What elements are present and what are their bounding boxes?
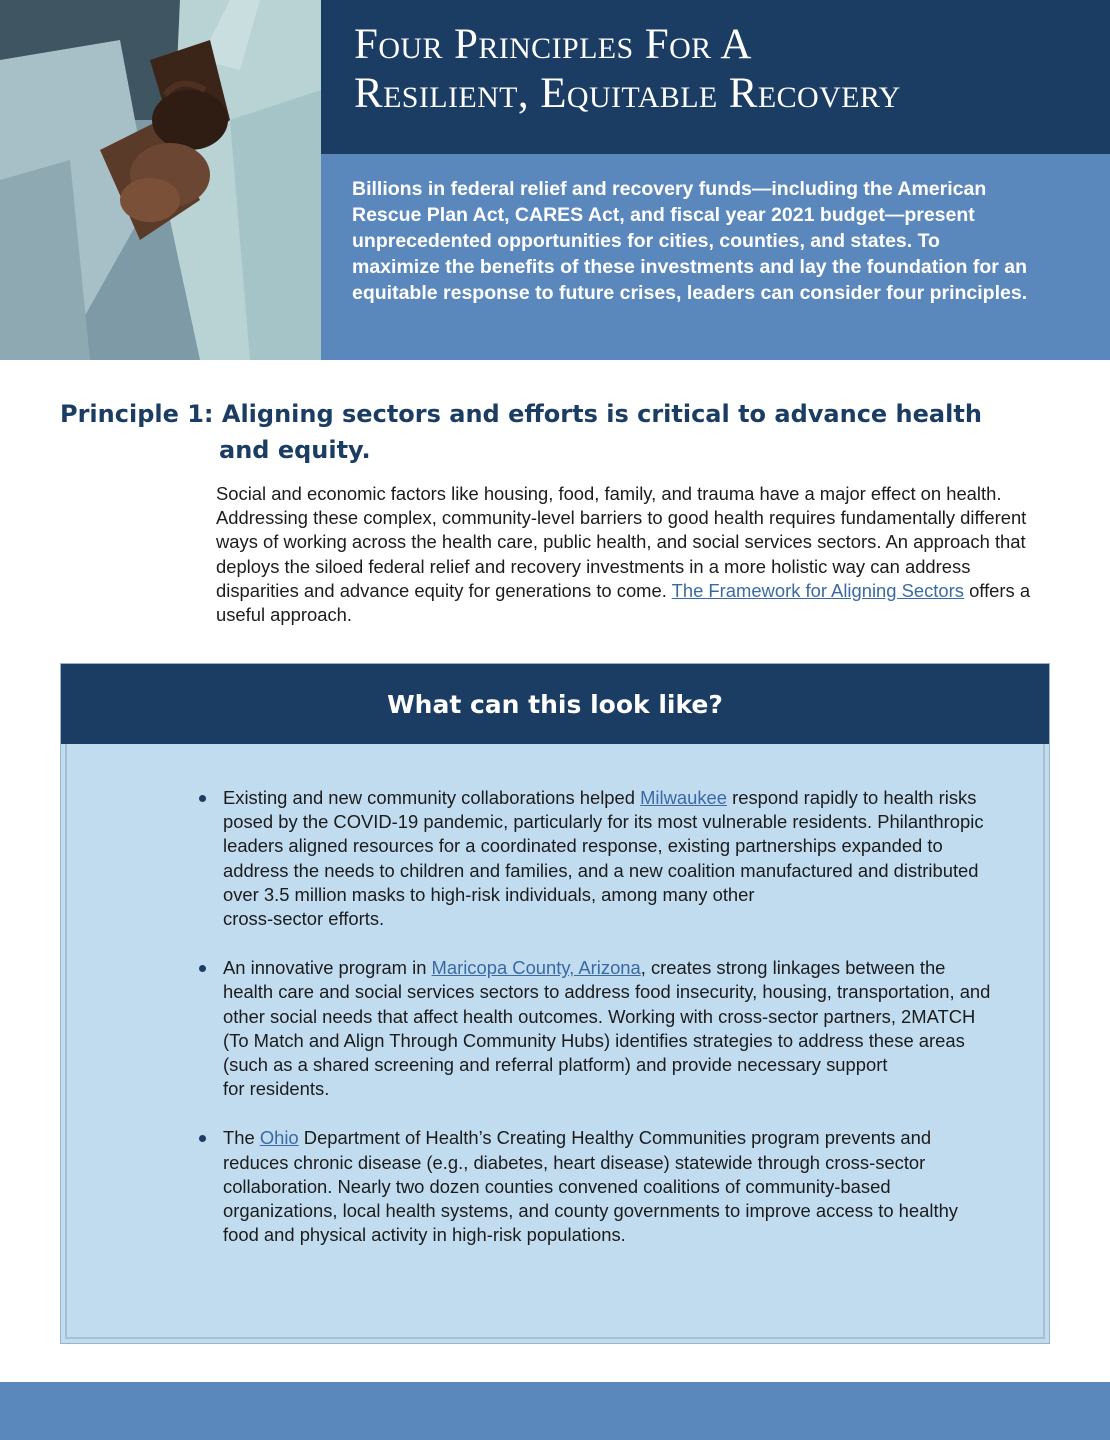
footer-band <box>0 1382 1110 1440</box>
item-text-tail: cross-sector efforts. <box>223 908 385 930</box>
page-title <box>354 20 1110 118</box>
principle-body <box>216 482 1056 627</box>
intro-text: Billions in federal relief and recovery funds—including the American Rescue Plan Act, CARES Act, and fiscal year 2021 budget—present unprecedented opportunities for cities, counties, and states. To maximize the benefits of these investments and lay the foundation for an equitable response to future crises, leaders can consider four principles. <box>352 178 1028 304</box>
list-item-milwaukee <box>195 786 995 931</box>
examples-list <box>195 786 995 1272</box>
header-photo <box>0 0 321 360</box>
ohio-link[interactable]: Ohio <box>259 1127 299 1149</box>
principle-heading-line2: and equity. <box>219 436 371 464</box>
item-text-before: An innovative program in <box>223 957 432 979</box>
title-band <box>321 0 1110 154</box>
list-item-ohio <box>195 1126 995 1247</box>
maricopa-link[interactable]: Maricopa County, Arizona <box>431 957 641 979</box>
bullet-icon <box>199 795 206 802</box>
page-title-line1: Four Principles For A <box>354 21 752 68</box>
caregiver-hands-image <box>0 0 321 360</box>
page-title-line2: Resilient, Equitable Recovery <box>354 70 901 117</box>
bullet-icon <box>199 965 206 972</box>
list-item-maricopa <box>195 956 995 1101</box>
principle-heading <box>60 396 1020 468</box>
framework-link[interactable]: The Framework for Aligning Sectors <box>671 579 964 601</box>
item-text-after: Department of Health’s Creating Healthy Communities program prevents and reduces chronic disease (e.g., diabetes, heart disease) statewide through cross-sector collaboration. Nearly two dozen counties convened coalitions of community-based organizations, local health systems, and county governments to improve access to healthy food and physical activity in high-risk populations. <box>223 1127 958 1246</box>
item-text-before: The <box>223 1127 260 1149</box>
examples-callout <box>60 663 1050 1344</box>
item-text-after: , creates strong linkages between the health care and social services sectors to address food insecurity, housing, transportation, and other social needs that affect health outcomes. Working with cross-sector partners, 2MATCH (To Match and Align Through Community Hubs) identifies strategies to address these areas (such as a shared screening and referral platform) and provide necessary support <box>223 957 991 1076</box>
principle-heading-line1: Principle 1: Aligning sectors and efforts is critical to advance health <box>60 400 982 428</box>
callout-title: What can this look like? <box>61 664 1049 744</box>
item-text-after: respond rapidly to health risks posed by the COVID-19 pandemic, particularly for its most vulnerable residents. Philanthropic leaders aligned resources for a coordinated response, existing partnerships expanded to address the needs to children and families, and a new coalition manufactured and distributed over 3.5 million masks to high-risk individuals, among many other <box>223 787 984 905</box>
bullet-icon <box>199 1135 206 1142</box>
principle-body-text: Social and economic factors like housing, food, family, and trauma have a major effect on health. Addressing these complex, community-level barriers to good health requires fundamentally different ways of working across the health care, public health, and social services sectors. An approach that deploys the siloed federal relief and recovery investments in a more holistic way can address disparities and advance equity for generations to come. <box>216 483 1027 601</box>
callout-frame <box>65 744 1045 1339</box>
milwaukee-link[interactable]: Milwaukee <box>640 787 727 808</box>
intro-band <box>321 154 1110 360</box>
principle-body-after-link: offers a useful approach. <box>216 579 1031 626</box>
item-text-before: Existing and new community collaborations helped <box>223 787 641 808</box>
item-text-tail: for residents. <box>223 1078 330 1100</box>
